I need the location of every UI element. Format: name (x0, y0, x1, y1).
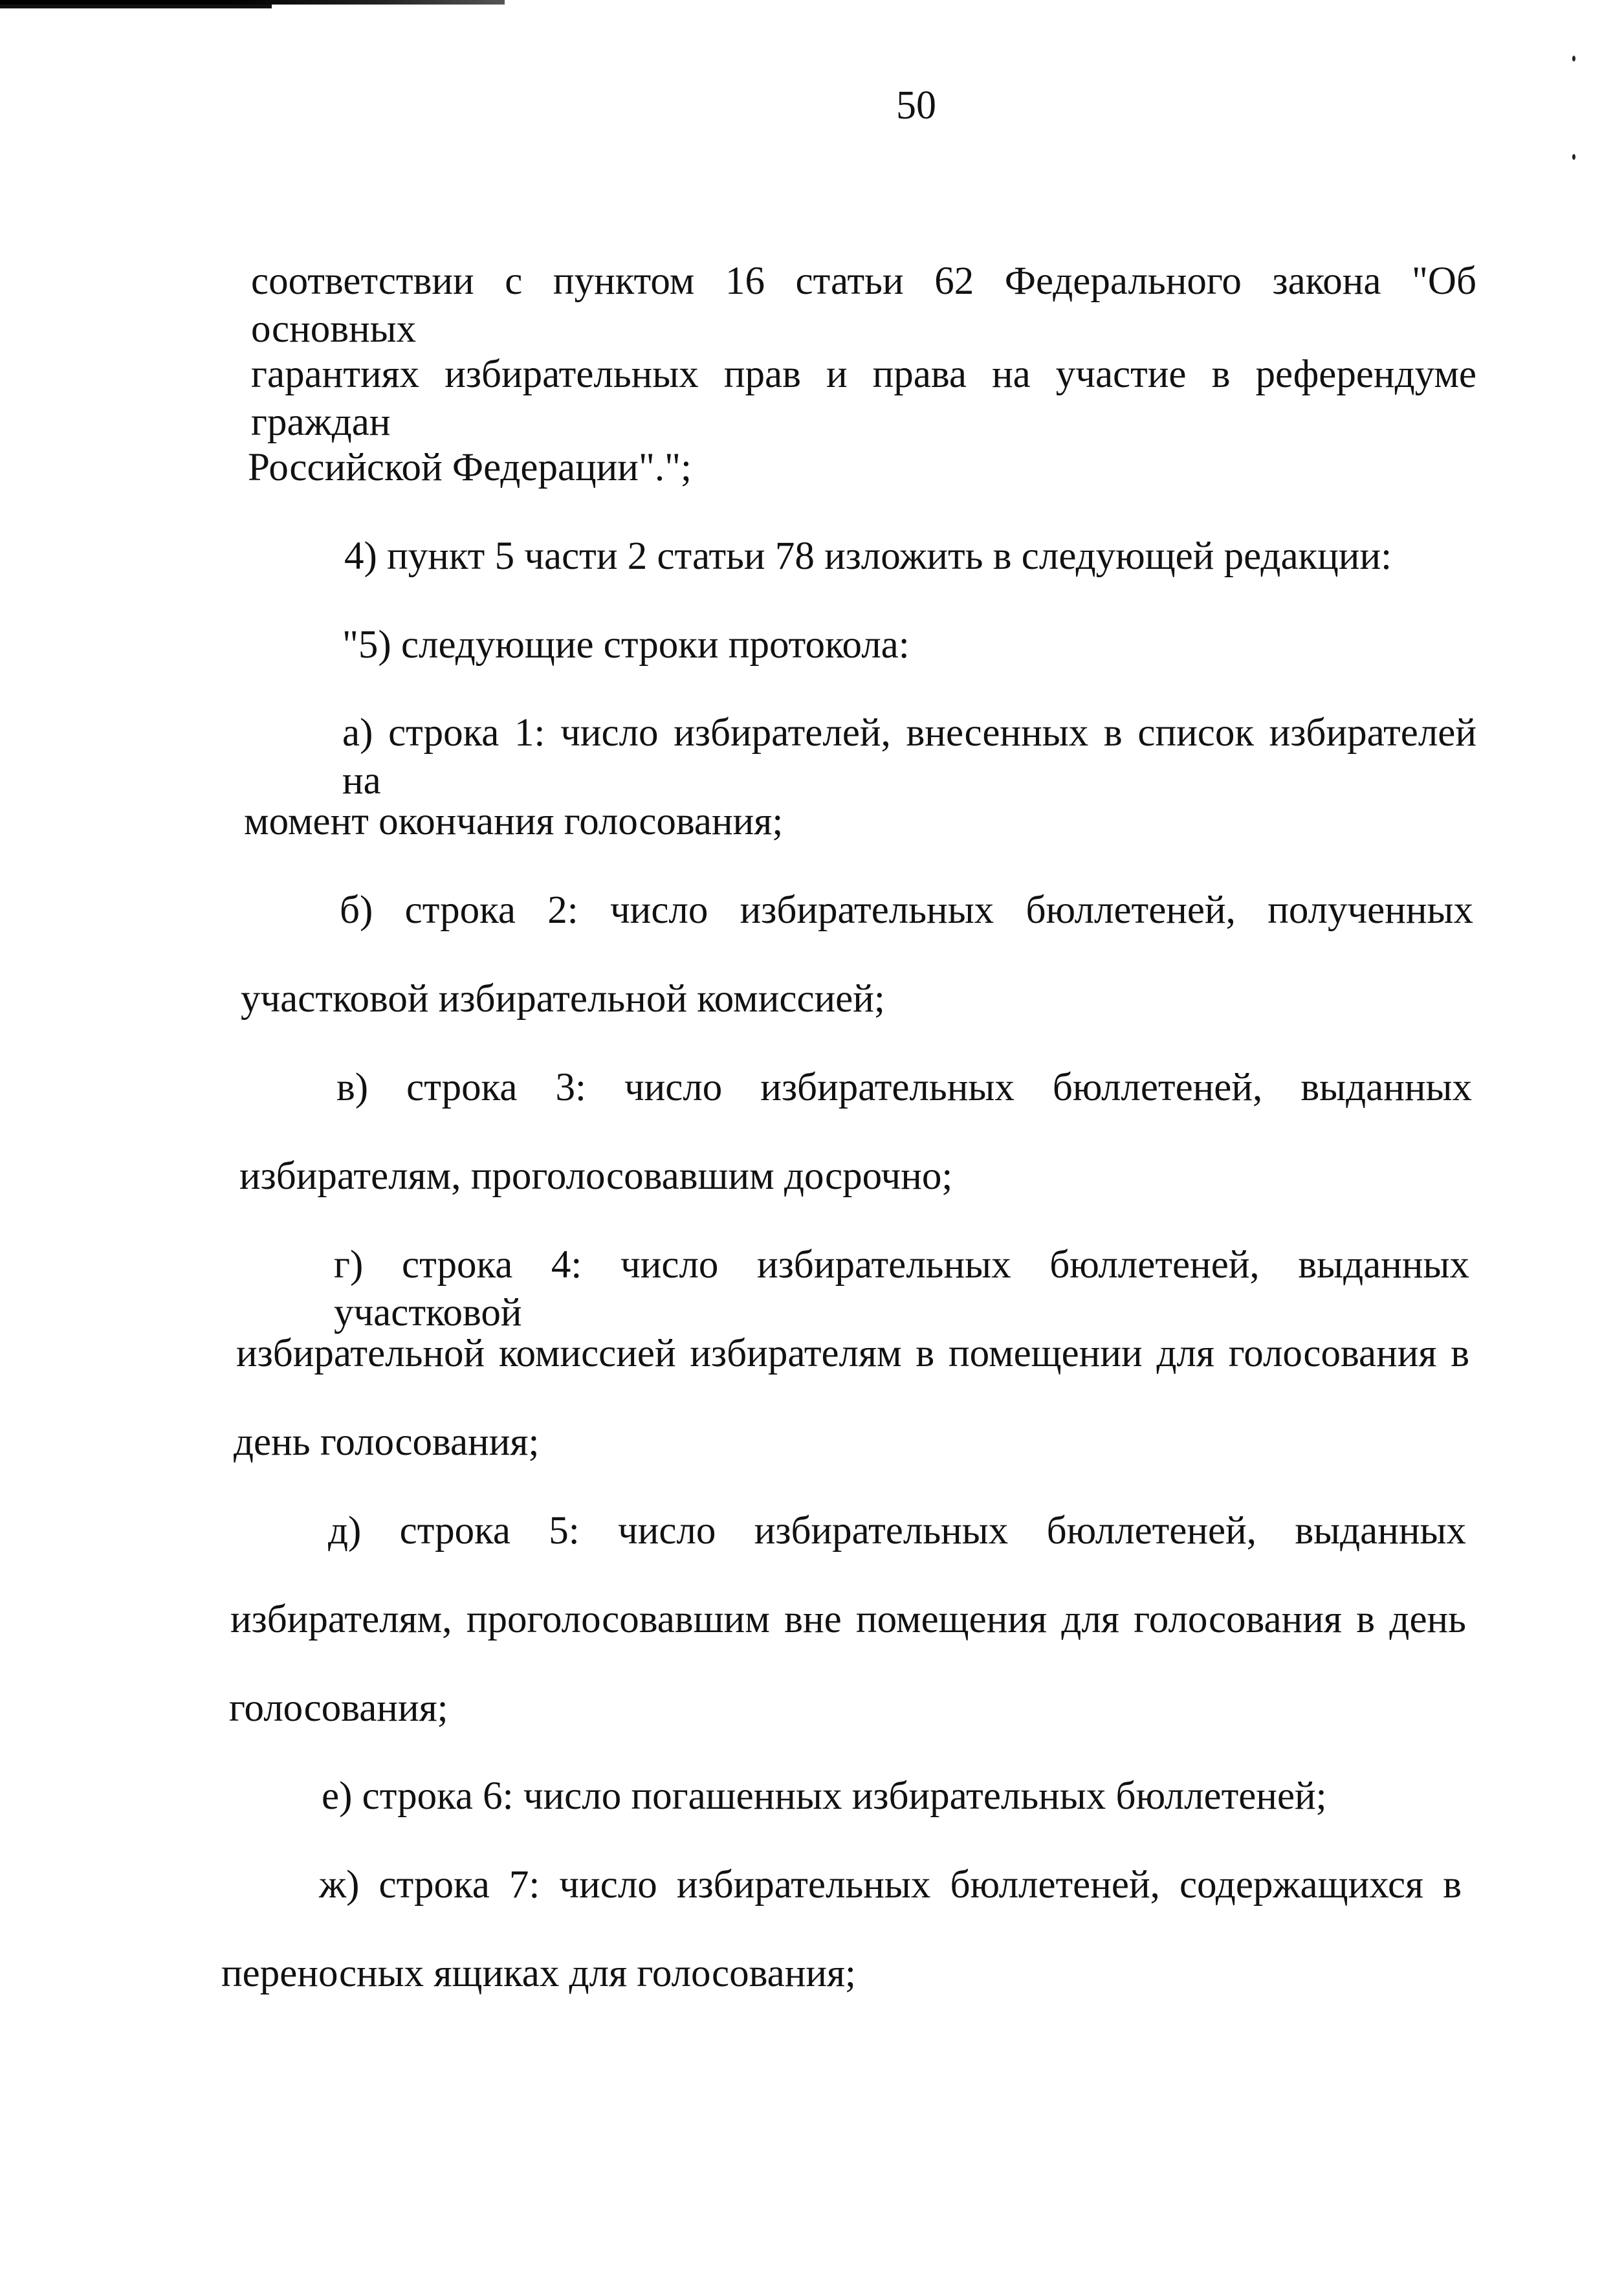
text-line: "5) следующие строки протокола: (342, 623, 910, 667)
scan-artifact-bar (0, 0, 505, 5)
text-line: г) строка 4: число избирательных бюллетеней, выданных участковой (334, 1243, 1469, 1334)
scan-speck (1572, 56, 1575, 61)
text-line: момент окончания голосования; (244, 800, 784, 843)
text-line: день голосования; (234, 1420, 540, 1464)
text-line: в) строка 3: число избирательных бюллетеней, выданных (336, 1066, 1472, 1109)
text-line: участковой избирательной комиссией; (241, 977, 885, 1021)
page-number: 50 (896, 83, 936, 127)
text-line: избирателям, проголосовавшим досрочно; (239, 1155, 953, 1198)
text-line: избирателям, проголосовавшим вне помещения для голосования в день (230, 1598, 1466, 1641)
text-line: гарантиях избирательных прав и права на участие в референдуме граждан (251, 353, 1476, 444)
text-line: д) строка 5: число избирательных бюллетеней, выданных (328, 1509, 1466, 1552)
text-line: избирательной комиссией избирателям в помещении для голосования в (236, 1332, 1469, 1375)
text-line: Российской Федерации"."; (248, 446, 692, 489)
text-line: переносных ящиках для голосования; (221, 1952, 857, 1995)
text-line: соответствии с пунктом 16 статьи 62 Федерального закона "Об основных (251, 260, 1476, 351)
text-line: е) строка 6: число погашенных избирательных бюллетеней; (322, 1774, 1327, 1818)
text-line: ж) строка 7: число избирательных бюллетеней, содержащихся в (319, 1863, 1462, 1906)
scan-artifact-bar (0, 5, 272, 8)
text-line: а) строка 1: число избирателей, внесенных в список избирателей на (342, 711, 1476, 802)
text-line: 4) пункт 5 части 2 статьи 78 изложить в следующей редакции: (344, 535, 1392, 578)
text-line: голосования; (229, 1686, 448, 1730)
text-line: б) строка 2: число избирательных бюллетеней, полученных (340, 889, 1473, 932)
scan-speck (1572, 154, 1575, 160)
